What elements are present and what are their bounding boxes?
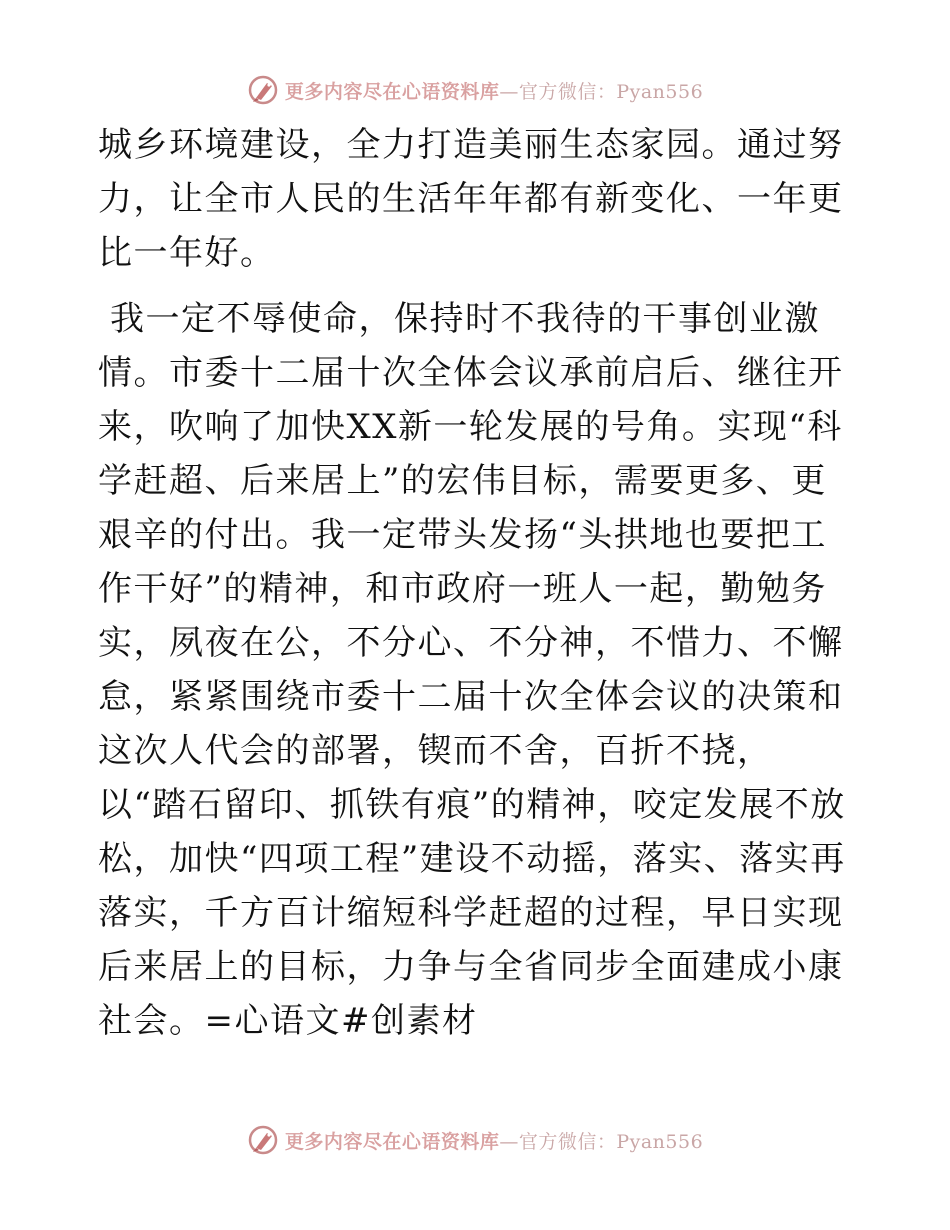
watermark-text [285,77,703,104]
pen-nib-logo-icon [247,74,279,106]
footer-watermark [0,1120,950,1160]
pen-nib-logo-icon [247,1124,279,1156]
watermark-content [247,74,703,106]
watermark-content [247,1124,703,1156]
paragraph-1: 城乡环境建设，全力打造美丽生态家园。通过努力，让全市人民的生活年年都有新变化、一年更比一年好。 [98,125,844,273]
paragraph-2: 我一定不辱使命，保持时不我待的干事创业激情。市委十二届十次全体会议承前启后、继往开来，吹响了加快XX新一轮发展的号角。实现“科学赶超、后来居上”的宏伟目标，需要更多、更艰辛的付出。我一定带头发扬“头拱地也要把工作干好”的精神，和市政府一班人一起，勤勉务实，夙夜在公，不分心、不分神，不惜力、不懈怠，紧紧围绕市委十二届十次全体会议的决策和这次人代会的部署，锲而不舍，百折不挠，以“踏石留印、抓铁有痕”的精神，咬定发展不放松，加快“四项工程”建设不动摇，落实、落实再落实，千方百计缩短科学赶超的过程，早日实现后来居上的目标，力争与全省同步全面建成小康社会。=心语文#创素材 [98,299,846,1041]
watermark-site-text: 更多内容尽在心语资料库 [284,1130,500,1153]
watermark-site-text: 更多内容尽在心语资料库 [284,80,500,103]
header-watermark [0,70,950,110]
document-body [98,118,858,1048]
watermark-wechat-text: —官方微信：Pyan556 [499,1130,704,1153]
watermark-wechat-text: —官方微信：Pyan556 [499,80,704,103]
watermark-text [285,1127,703,1154]
